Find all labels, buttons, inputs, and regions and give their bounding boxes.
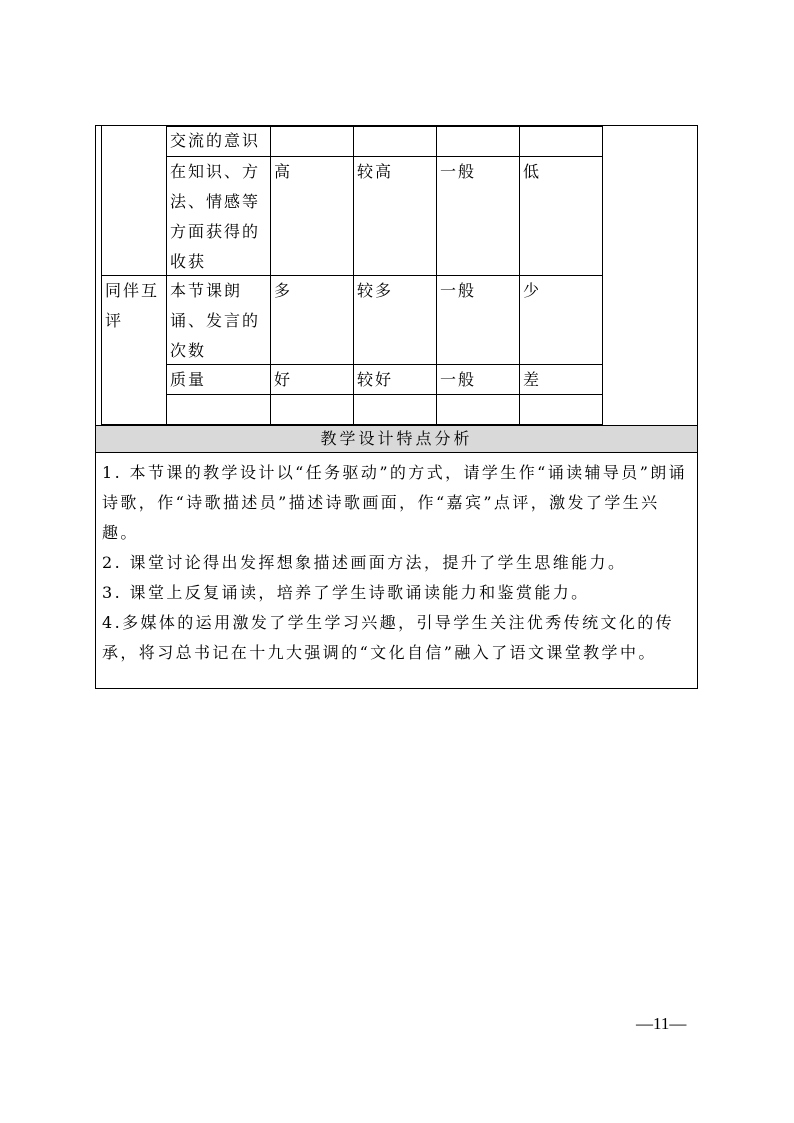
analysis-paragraph: 4.多媒体的运用激发了学生学习兴趣，引导学生关注优秀传统文化的传承，将习总书记在十九大强调的“文化自信”融入了语文课堂教学中。 [102, 613, 675, 662]
page-number: —11— [636, 1014, 687, 1033]
item-text: 次数 [170, 341, 207, 360]
item-text: 交流的意识 [170, 131, 261, 150]
item-cell [167, 157, 270, 277]
evaluation-grid [101, 126, 603, 425]
level-cell: 一般 [440, 162, 477, 181]
level-cell: 多 [274, 281, 293, 300]
level-cell: 一般 [440, 370, 477, 389]
level-cell: 好 [274, 370, 293, 389]
analysis-paragraph: 2. 课堂讨论得出发挥想象描述画面方法，提升了学生思维能力。 [102, 553, 627, 572]
evaluation-area [96, 126, 697, 425]
item-text: 在知识、方 [170, 162, 261, 181]
analysis-body [102, 458, 694, 668]
analysis-paragraph: 3. 课堂上反复诵读，培养了学生诗歌诵读能力和鉴赏能力。 [102, 583, 590, 602]
level-cell: 差 [523, 370, 542, 389]
item-cell [167, 126, 270, 156]
item-text: 法、情感等 [170, 192, 261, 211]
category-text: 评 [105, 311, 124, 330]
level-cell: 少 [523, 281, 542, 300]
level-cell: 一般 [440, 281, 477, 300]
analysis-title: 教学设计特点分析 [96, 425, 697, 453]
level-cell: 较高 [357, 162, 394, 181]
category-text: 同伴互 [105, 281, 160, 300]
level-cell: 较好 [357, 370, 394, 389]
item-cell [167, 276, 270, 366]
category-cell [102, 276, 166, 336]
item-text: 质量 [170, 370, 207, 389]
item-text: 诵、发言的 [170, 311, 261, 330]
item-text: 方面获得的 [170, 222, 261, 241]
level-cell: 较多 [357, 281, 394, 300]
analysis-paragraph: 1. 本节课的教学设计以“任务驱动”的方式，请学生作“诵读辅导员”朗诵诗歌，作“诗歌描述员”描述诗歌画面，作“嘉宾”点评，激发了学生兴趣。 [102, 463, 688, 542]
level-cell: 高 [274, 162, 293, 181]
level-cell: 低 [523, 162, 542, 181]
evaluation-table [95, 125, 698, 689]
grid-line [602, 126, 603, 425]
item-text: 本节课朗 [170, 281, 243, 300]
item-cell [167, 365, 270, 395]
item-text: 收获 [170, 252, 207, 271]
